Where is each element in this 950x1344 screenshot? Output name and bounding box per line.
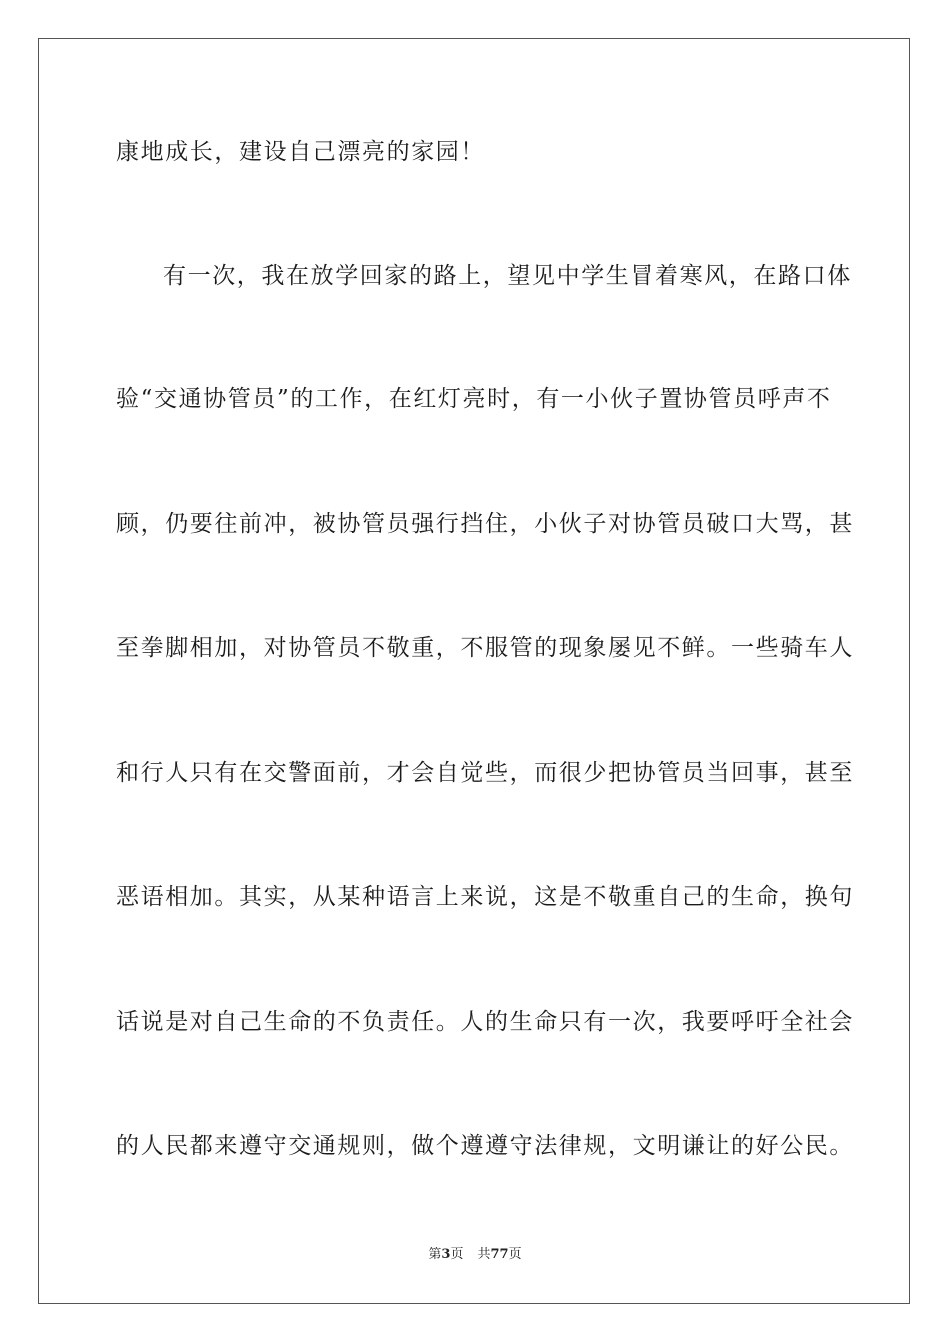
paragraph-first-line: 有一次，我在放学回家的路上，望见中学生冒着寒风，在路口体 bbox=[163, 263, 852, 289]
text-line: 康地成长，建设自己漂亮的家园！ bbox=[116, 139, 485, 165]
page-suffix: 页 bbox=[450, 1247, 464, 1262]
text-line: 恶语相加。其实，从某种语言上来说，这是不敬重自己的生命，换句 bbox=[116, 884, 854, 910]
total-prefix: 共 bbox=[477, 1247, 491, 1262]
text-line: 顾，仍要往前冲，被协管员强行挡住，小伙子对协管员破口大骂，甚 bbox=[116, 511, 854, 537]
page-prefix: 第 bbox=[428, 1247, 442, 1262]
text-line: 至拳脚相加，对协管员不敬重，不服管的现象屡见不鲜。一些骑车人 bbox=[116, 635, 854, 661]
text-line: 验“交通协管员”的工作，在红灯亮时，有一小伙子置协管员呼声不 bbox=[116, 386, 832, 412]
text-line: 的人民都来遵守交通规则，做个遵遵守法律规，文明谦让的好公民。 bbox=[116, 1133, 854, 1159]
page-border bbox=[38, 38, 910, 1304]
page-footer bbox=[0, 1246, 950, 1264]
text-line: 话说是对自己生命的不负责任。人的生命只有一次，我要呼吁全社会 bbox=[116, 1009, 854, 1035]
page-number: 3 bbox=[441, 1247, 451, 1262]
total-suffix: 页 bbox=[508, 1247, 522, 1262]
text-line: 和行人只有在交警面前，才会自觉些，而很少把协管员当回事，甚至 bbox=[116, 760, 854, 786]
total-pages: 77 bbox=[490, 1247, 509, 1262]
